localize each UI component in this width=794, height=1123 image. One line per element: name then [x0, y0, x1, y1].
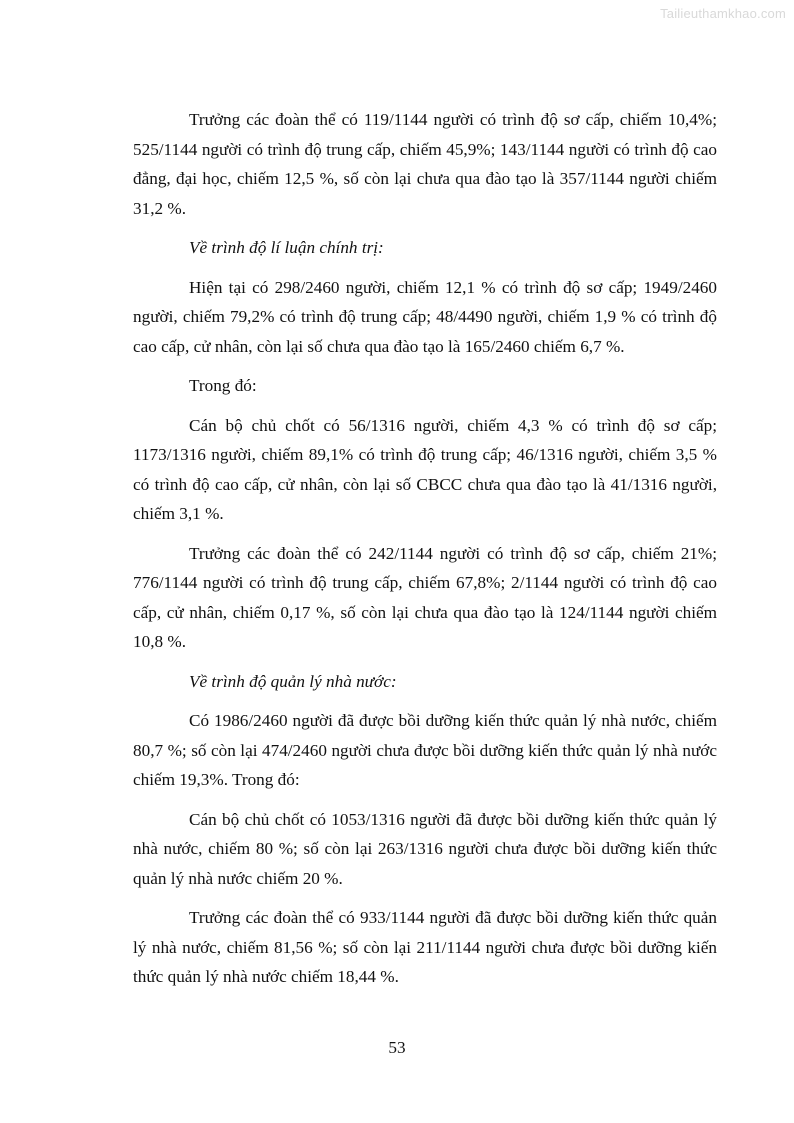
paragraph-state-management-overall: Có 1986/2460 người đã được bồi dưỡng kiến thức quản lý nhà nước, chiếm 80,7 %; số còn lại 474/2460 người chưa được bồi dưỡng kiến thức quản lý nhà nước chiếm 19,3%. Trong đó: [133, 711, 717, 789]
heading-political-theory: Về trình độ lí luận chính trị: [189, 238, 384, 257]
paragraph-political-theory-overall: Hiện tại có 298/2460 người, chiếm 12,1 % có trình độ sơ cấp; 1949/2460 người, chiếm 79,2% có trình độ trung cấp; 48/4490 người, chiếm 1,9 % có trình độ cao cấp, cử nhân, còn lại số chưa qua đào tạo là 165/2460 chiếm 6,7 %. [133, 277, 717, 356]
paragraph-union-heads-professional: Trưởng các đoàn thể có 119/1144 người có trình độ sơ cấp, chiếm 10,4%; 525/1144 người có trình độ trung cấp, chiếm 45,9%; 143/1144 người có trình độ cao đẳng, đại học, chiếm 12,5 %, số còn lại chưa qua đào tạo là 357/1144 người chiếm 31,2 %. [133, 110, 717, 218]
watermark-text: Tailieuthamkhao.com [660, 6, 786, 21]
document-body [133, 105, 717, 1002]
paragraph-key-officials-political: Cán bộ chủ chốt có 56/1316 người, chiếm 4,3 % có trình độ sơ cấp; 1173/1316 người, chiếm 89,1% có trình độ trung cấp; 46/1316 người, chiếm 3,5 % có trình độ cao cấp, cử nhân, còn lại số CBCC chưa qua đào tạo là 41/1316 người, chiếm 3,1 %. [133, 415, 717, 523]
heading-state-management: Về trình độ quản lý nhà nước: [189, 671, 397, 691]
paragraph-union-heads-state-management: Trưởng các đoàn thể có 933/1144 người đã được bồi dưỡng kiến thức quản lý nhà nước, chiếm 81,56 %; số còn lại 211/1144 người chưa được bồi dưỡng kiến thức quản lý nhà nước chiếm 18,44 %. [133, 908, 717, 986]
paragraph-union-heads-political: Trưởng các đoàn thể có 242/1144 người có trình độ sơ cấp, chiếm 21%; 776/1144 người có trình độ trung cấp, chiếm 67,8%; 2/1144 người có trình độ cao cấp, cử nhân, chiếm 0,17 %, số còn lại chưa qua đào tạo là 124/1144 người chiếm 10,8 %. [133, 543, 717, 651]
paragraph-key-officials-state-management: Cán bộ chủ chốt có 1053/1316 người đã được bồi dưỡng kiến thức quản lý nhà nước, chiếm 80 %; số còn lại 263/1316 người chưa được bồi dưỡng kiến thức quản lý nhà nước chiếm 20 %. [133, 809, 717, 888]
page-number: 53 [388, 1038, 406, 1057]
paragraph-of-which: Trong đó: [189, 376, 257, 395]
